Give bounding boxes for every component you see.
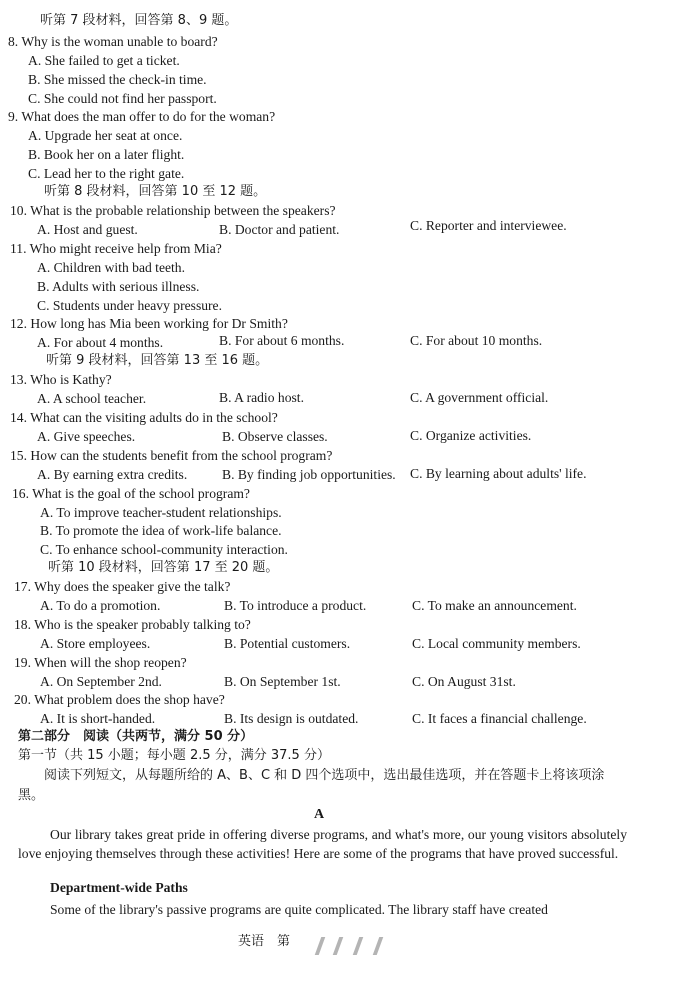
option-c: C. A government official.: [410, 390, 549, 405]
option-b: B. A radio host.: [219, 390, 304, 405]
option-b: B. To introduce a product.: [224, 598, 367, 613]
option-b: B. Potential customers.: [224, 636, 351, 651]
option-a: A. Store employees.: [40, 636, 151, 651]
option-c: C. Organize activities.: [410, 428, 532, 443]
option-b: B. She missed the check-in time.: [28, 72, 207, 87]
option-b: B. Book her on a later flight.: [28, 147, 185, 162]
part-heading: 第二部分 阅读（共两节，满分 50 分）: [18, 729, 254, 744]
option-c: C. Reporter and interviewee.: [410, 218, 567, 233]
option-c: C. She could not find her passport.: [28, 91, 217, 106]
section-instruction: 听第 9 段材料，回答第 13 至 16 题。: [46, 353, 269, 368]
section-heading: 第一节（共 15 小题；每小题 2.5 分，满分 37.5 分）: [18, 748, 330, 763]
question-stem: 16. What is the goal of the school program?: [12, 486, 250, 501]
option-a: A. For about 4 months.: [37, 335, 164, 350]
question-stem: 19. When will the shop reopen?: [14, 655, 187, 670]
section-instruction: 听第 7 段材料，回答第 8、9 题。: [40, 13, 238, 28]
question-stem: 8. Why is the woman unable to board?: [8, 34, 218, 49]
question-stem: 20. What problem does the shop have?: [14, 692, 225, 707]
option-b: B. By finding job opportunities.: [222, 467, 396, 482]
question-stem: 9. What does the man offer to do for the woman?: [8, 109, 276, 124]
option-c: C. To enhance school-community interaction.: [40, 542, 288, 557]
option-c: C. Lead her to the right gate.: [28, 166, 185, 181]
option-a: A. Give speeches.: [37, 429, 136, 444]
option-c: C. By learning about adults' life.: [410, 466, 587, 481]
option-c: C. Students under heavy pressure.: [37, 298, 222, 313]
question-stem: 13. Who is Kathy?: [10, 372, 112, 387]
page-footer: 英语 第: [238, 934, 291, 949]
passage-paragraph: Our library takes great pride in offering diverse programs, and what's more, our young visitors absolutely love enjoying themselves through these activities! Here are some of the programs that have proved successful.: [18, 827, 627, 861]
option-a: A. To do a promotion.: [40, 598, 161, 613]
passage-paragraph: Some of the library's passive programs are quite complicated. The library staff have created: [50, 902, 548, 917]
option-c: C. On August 31st.: [412, 674, 516, 689]
option-a: A. A school teacher.: [37, 391, 147, 406]
option-c: C. Local community members.: [412, 636, 581, 651]
section-instruction: 听第 8 段材料，回答第 10 至 12 题。: [44, 184, 267, 199]
option-b: B. To promote the idea of work-life balance.: [40, 523, 282, 538]
question-stem: 10. What is the probable relationship between the speakers?: [10, 203, 336, 218]
option-b: B. On September 1st.: [224, 674, 341, 689]
option-a: A. To improve teacher-student relationships.: [40, 505, 282, 520]
option-a: A. On September 2nd.: [40, 674, 162, 689]
passage-label: A: [314, 807, 325, 822]
option-a: A. By earning extra credits.: [37, 467, 188, 482]
option-a: A. Children with bad teeth.: [37, 260, 185, 275]
option-c: C. To make an announcement.: [412, 598, 577, 613]
question-stem: 17. Why does the speaker give the talk?: [14, 579, 231, 594]
question-stem: 14. What can the visiting adults do in the school?: [10, 410, 278, 425]
question-stem: 12. How long has Mia been working for Dr Smith?: [10, 316, 288, 331]
option-a: A. Host and guest.: [37, 222, 138, 237]
question-stem: 15. How can the students benefit from the school program?: [10, 448, 333, 463]
section-instruction: 听第 10 段材料，回答第 17 至 20 题。: [48, 560, 279, 575]
option-c: C. For about 10 months.: [410, 333, 543, 348]
option-b: B. Observe classes.: [222, 429, 328, 444]
option-a: A. It is short-handed.: [40, 711, 156, 726]
option-a: A. Upgrade her seat at once.: [28, 128, 183, 143]
question-stem: 11. Who might receive help from Mia?: [10, 241, 222, 256]
passage-subheading: Department-wide Paths: [50, 880, 188, 895]
option-c: C. It faces a financial challenge.: [412, 711, 587, 726]
option-b: B. Its design is outdated.: [224, 711, 359, 726]
option-b: B. For about 6 months.: [219, 333, 345, 348]
question-stem: 18. Who is the speaker probably talking to?: [14, 617, 251, 632]
option-a: A. She failed to get a ticket.: [28, 53, 180, 68]
option-b: B. Adults with serious illness.: [37, 279, 200, 294]
reading-instruction: 阅读下列短文，从每题所给的 A、B、C 和 D 四个选项中，选出最佳选项，并在答题卡上将该项涂黑。: [18, 768, 605, 803]
option-b: B. Doctor and patient.: [219, 222, 340, 237]
